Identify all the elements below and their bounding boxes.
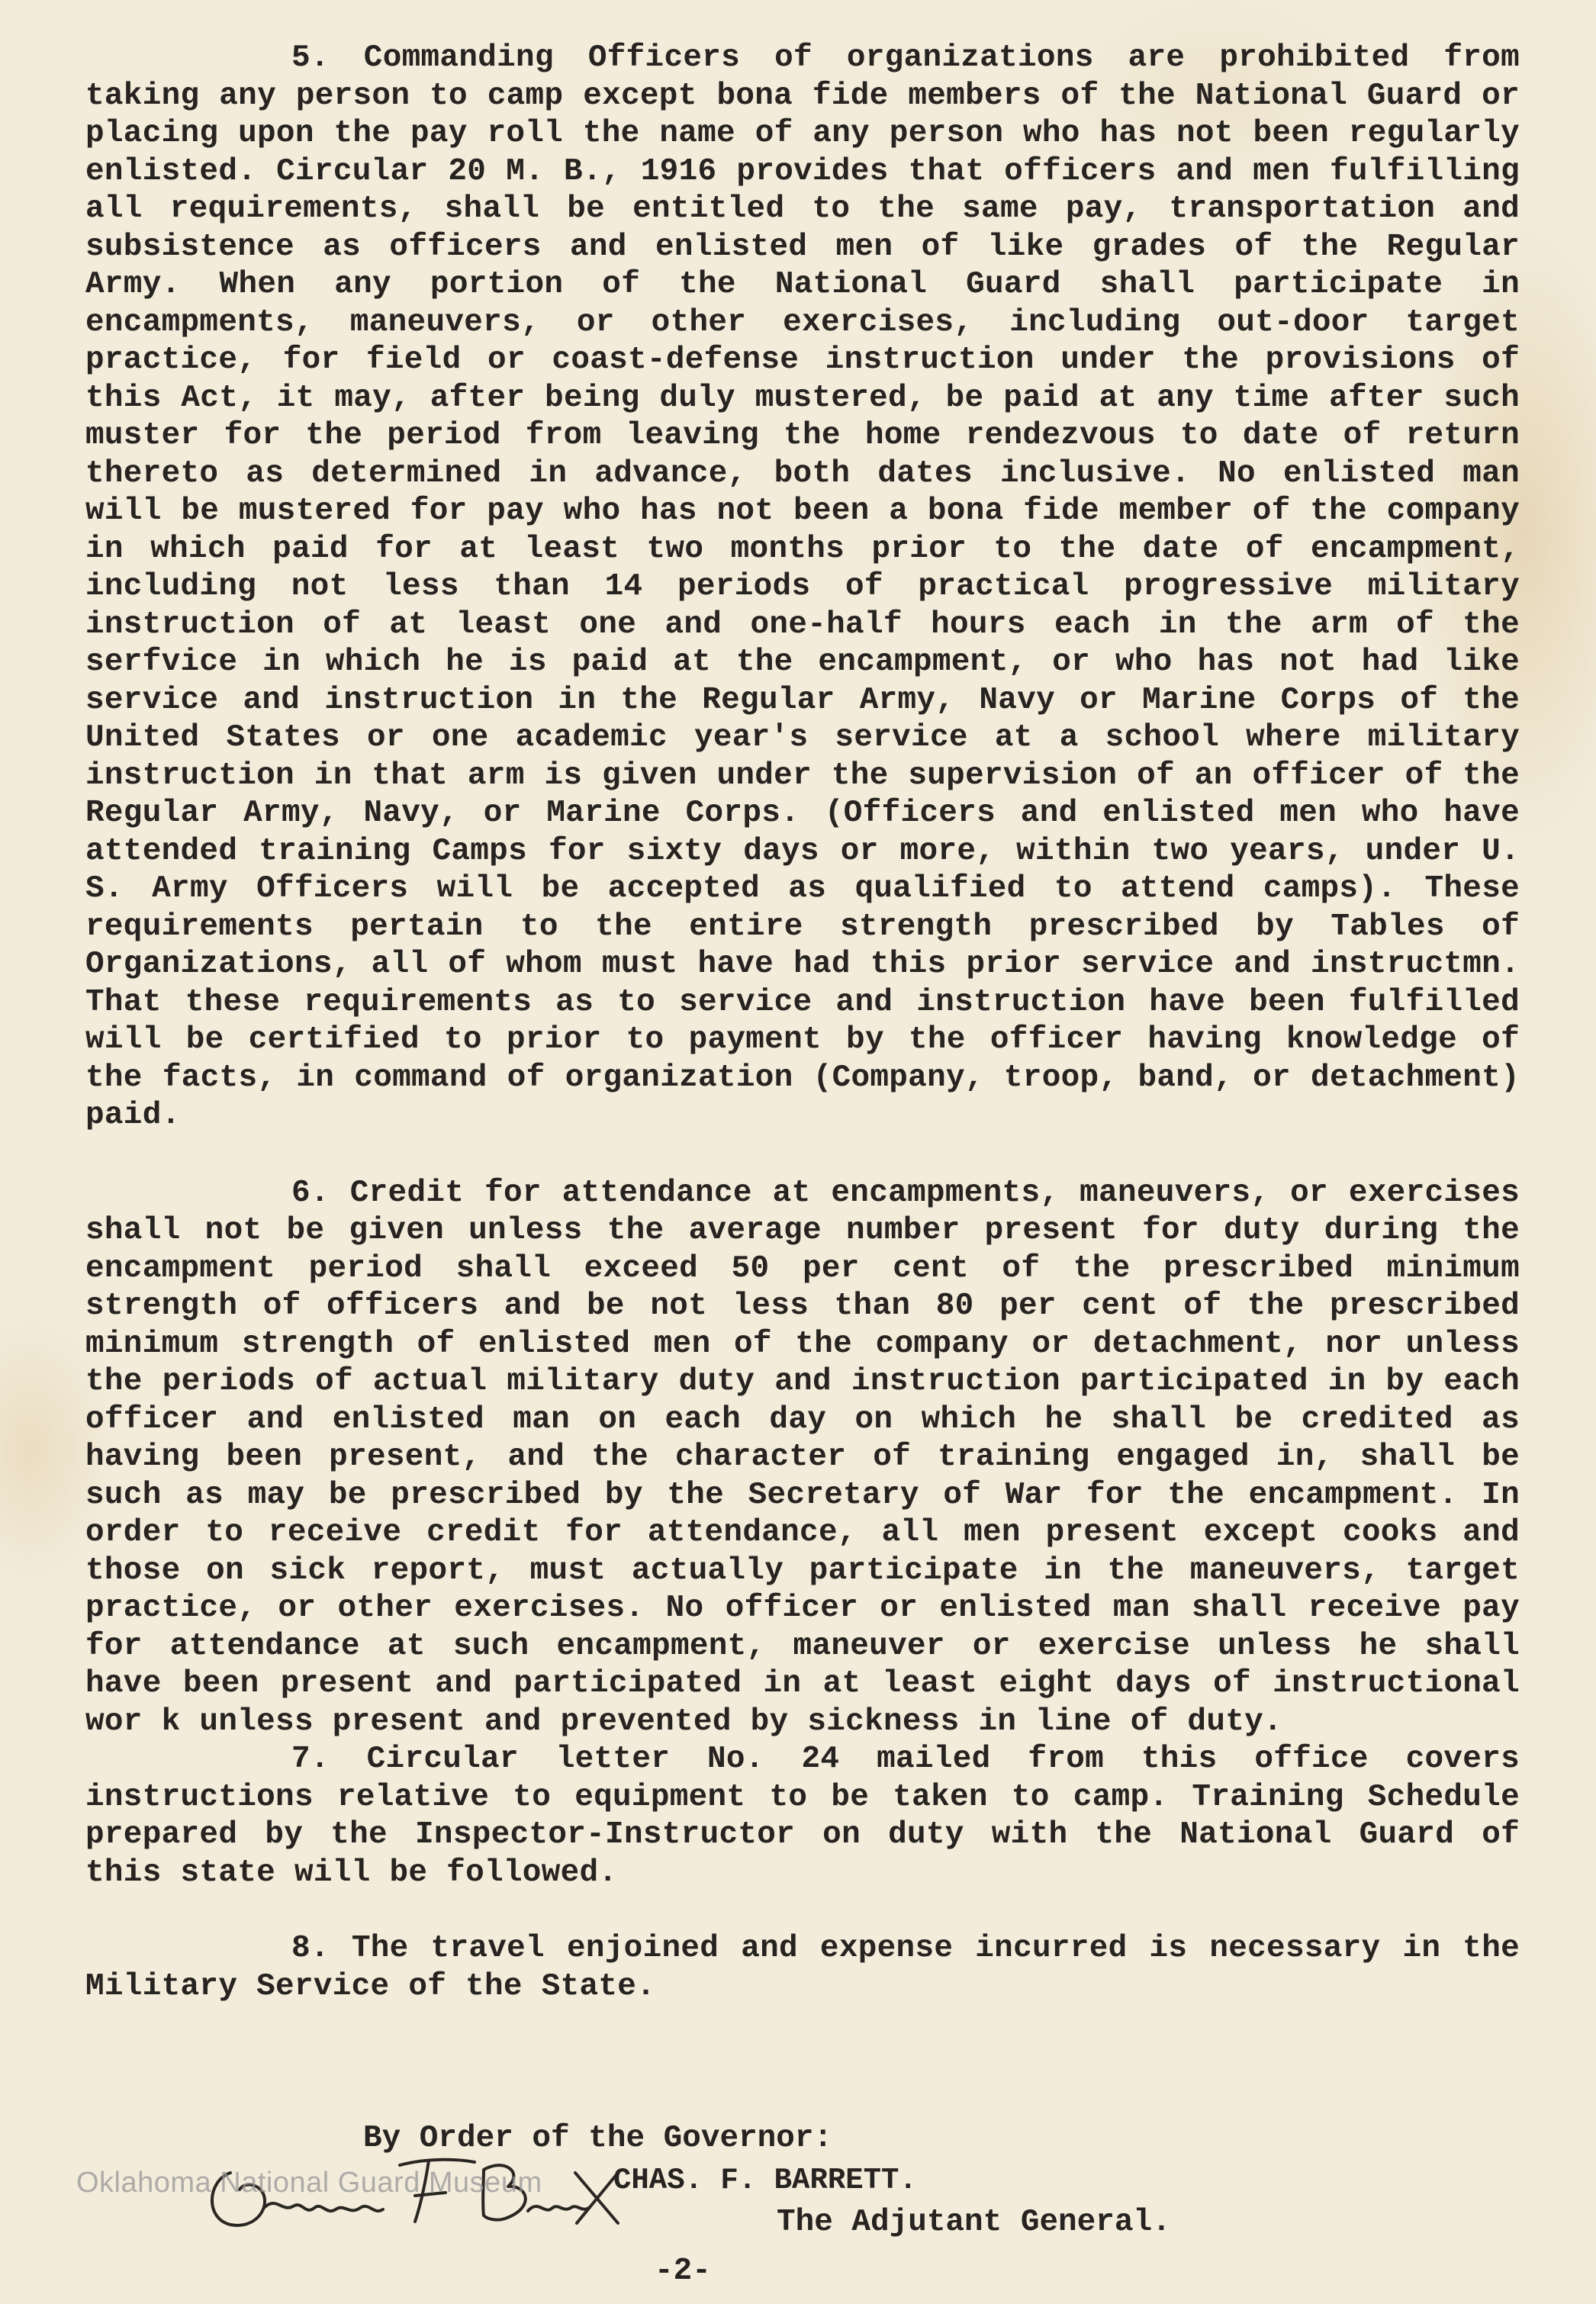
page-number: -2-	[655, 2254, 711, 2289]
signer-name: CHAS. F. BARRETT.	[613, 2164, 917, 2197]
by-order-line: By Order of the Governor:	[363, 2121, 833, 2156]
museum-watermark: Oklahoma National Guard Museum	[76, 2167, 542, 2199]
paragraph-5: 5. Commanding Officers of organizations are prohibited from taking any person to camp except bona fide members of the National Guard or placing upon the pay roll the name of any person who has not been regularly enlisted. Circular 20 M. B., 1916 provides that officers and men fulfilling all requirements, shall be entitled to the same pay, transportation and subsistence as officers and enlisted men of like grades of the Regular Army. When any portion of the National Guard shall participate in encampments, maneuvers, or other exercises, including out-door target practice, for field or coast-defense instruction under the provisions of this Act, it may, after being duly mustered, be paid at any time after such muster for the period from leaving the home rendezvous to date of return thereto as determined in advance, both dates inclusive. No enlisted man will be mustered for pay who has not been a bona fide member of the company in which paid for at least two months prior to the date of encampment, including not less than 14 periods of practical progressive military instruction of at least one and one-half hours each in the arm of the serfvice in which he is paid at the encampment, or who has not had like service and instruction in the Regular Army, Navy or Marine Corps of the United States or one academic year's service at a school where military instruction in that arm is given under the supervision of an officer of the Regular Army, Navy, or Marine Corps. (Officers and enlisted men who have attended training Camps for sixty days or more, within two years, under U. S. Army Officers will be accepted as qualified to attend camps). These requirements pertain to the entire strength prescribed by Tables of Organizations, all of whom must have had this prior service and instructmn. That these requirements as to service and instruction have been fulfilled will be certified to prior to payment by the officer having knowledge of the facts, in command of organization (Company, troop, band, or detachment) paid.	[85, 40, 1520, 1133]
signer-title: The Adjutant General.	[777, 2205, 1171, 2240]
paragraph-7: 7. Circular letter No. 24 mailed from this office covers instructions relative to equipment to be taken to camp. Training Schedule prepared by the Inspector-Instructor on duty with the National Guard of this state will be followed.	[85, 1742, 1520, 1891]
paragraph-8: 8. The travel enjoined and expense incurred is necessary in the Military Service of the State.	[85, 1931, 1520, 2004]
paragraph-6: 6. Credit for attendance at encampments, maneuvers, or exercises shall not be given unless the average number present for duty during the encampment period shall exceed 50 per cent of the prescribed minimum strength of officers and be not less than 80 per cent of the prescribed minimum strength of enlisted men of the company or detachment, nor unless the periods of actual military duty and instruction participated in by each officer and enlisted man on each day on which he shall be credited as having been present, and the character of training engaged in, shall be such as may be prescribed by the Secretary of War for the encampment. In order to receive credit for attendance, all men present except cooks and those on sick report, must actually participate in the maneuvers, target practice, or other exercises. No officer or enlisted man shall receive pay for attendance at such encampment, maneuver or exercise unless he shall have been present and participated in at least eight days of instructional wor k unless present and prevented by sickness in line of duty.	[85, 1175, 1520, 1739]
letter-body	[85, 40, 1520, 2006]
